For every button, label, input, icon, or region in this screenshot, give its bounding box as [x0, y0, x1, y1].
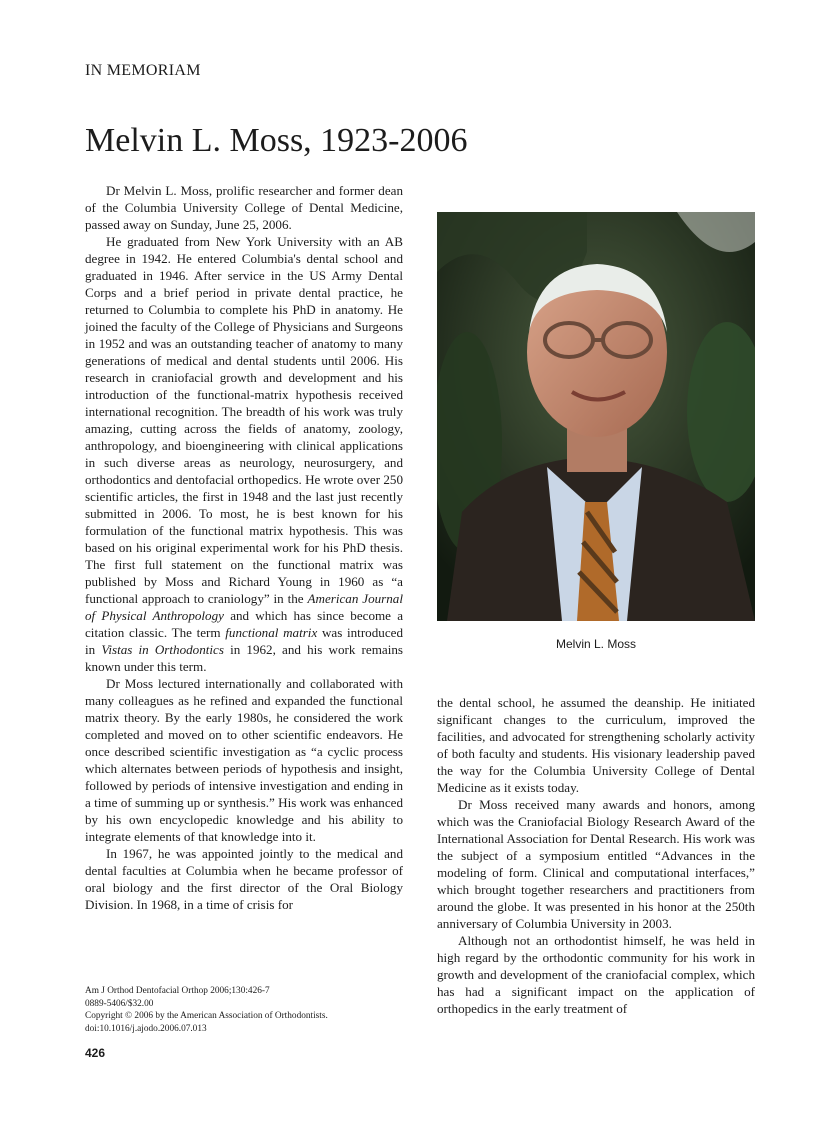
article-column-right — [437, 694, 755, 1017]
paragraph-6: Although not an orthodontist himself, he was held in high regard by the orthodontic community for his work in growth and development of the craniofacial complex, which has had a significant impact on the application of orthopedics in the early treatment of — [437, 933, 755, 1016]
paragraph-2-text: He graduated from New York University with an AB degree in 1942. He entered Columbia's dental school and graduated in 1946. After service in the US Army Dental Corps and a brief period in private dental practice, he returned to Columbia to complete his PhD in anatomy. He joined the faculty of the College of Physicians and Surgeons in 1952 and was an outstanding teacher of anatomy to many generations of medical and dental students until 2006. His research in craniofacial growth and development and his introduction of the functional-matrix hypothesis received international recognition. The breadth of his work was truly amazing, cutting across the fields of anatomy, zoology, anthropology, and bioengineering with clinical applications in such diverse areas as neurology, neurosurgery, and orthodontics and dentofacial orthopedics. He wrote over 250 scientific articles, the first in 1948 and the last just recently submitted in 2006. To most, he is best known for his formulation of the functional matrix hypothesis. This was based on his original experimental work for his PhD thesis. The first full statement on the functional matrix was published by Moss and Richard Young in 1960 as “a functional approach to craniology” in the — [85, 234, 403, 606]
article-column-left — [85, 182, 403, 913]
paragraph-4-continued: the dental school, he assumed the deanship. He initiated significant changes to the curriculum, improved the facilities, and advocated for strengthening scholarly activity of both faculty and students. His visionary leadership paved the way for the Columbia University College of Dental Medicine as it exists today. — [437, 695, 755, 795]
book-title: Vistas in Orthodontics — [101, 642, 224, 657]
doi: doi:10.1016/j.ajodo.2006.07.013 — [85, 1023, 207, 1034]
paragraph-5: Dr Moss received many awards and honors, among which was the Craniofacial Biology Research Award of the International Association for Dental Research. His work was the subject of a symposium entitled “Advances in the modeling of form. Clinical and computational interfaces,” which brought together researchers and practitioners from around the globe. It was presented in his honor at the 250th anniversary of Columbia University in 2003. — [437, 797, 755, 931]
copyright: Copyright © 2006 by the American Association of Orthodontists. — [85, 1011, 328, 1021]
portrait-photo — [437, 212, 755, 621]
journal-title: American Journal of Physical Anthropology — [85, 591, 403, 623]
photo-caption: Melvin L. Moss — [555, 637, 637, 651]
paragraph-4: In 1967, he was appointed jointly to the medical and dental faculties at Columbia when he became professor of oral biology and the first director of the Oral Biology Division. In 1968, in a time of crisis for — [85, 846, 403, 912]
citation-footer — [85, 985, 385, 1035]
paragraph-2 — [85, 233, 403, 675]
issn: 0889-5406/$32.00 — [85, 998, 154, 1009]
paragraph-2-text-d: in 1962, and his work remains known under this term. — [85, 642, 403, 674]
portrait-illustration — [437, 212, 755, 621]
paragraph-1: Dr Melvin L. Moss, prolific researcher and former dean of the Columbia University College of Dental Medicine, passed away on Sunday, June 25, 2006. — [85, 183, 403, 232]
paragraph-2-text-b: and which has since become a citation classic. The term — [85, 608, 404, 640]
page-number: 426 — [85, 1046, 106, 1060]
term-functional-matrix: functional matrix — [225, 625, 318, 640]
paragraph-2-text-c: was introduced in — [85, 625, 403, 657]
paragraph-3: Dr Moss lectured internationally and collaborated with many colleagues as he refined and expanded the functional matrix theory. By the early 1980s, he considered the work completed and moved on to other scientific endeavors. He once described scientific investigation as “a cyclic process which alternates between periods of hypothesis and insight, followed by periods of intensive investigation and ending in a time of summing up or synthesis.” His work was enhanced by his own encyclopedic knowledge and his ability to integrate elements of that knowledge into it. — [85, 676, 403, 844]
section-label: IN MEMORIAM — [85, 62, 201, 79]
journal-citation: Am J Orthod Dentofacial Orthop 2006;130:426-7 — [85, 986, 270, 996]
article-title: Melvin L. Moss, 1923-2006 — [85, 122, 468, 159]
